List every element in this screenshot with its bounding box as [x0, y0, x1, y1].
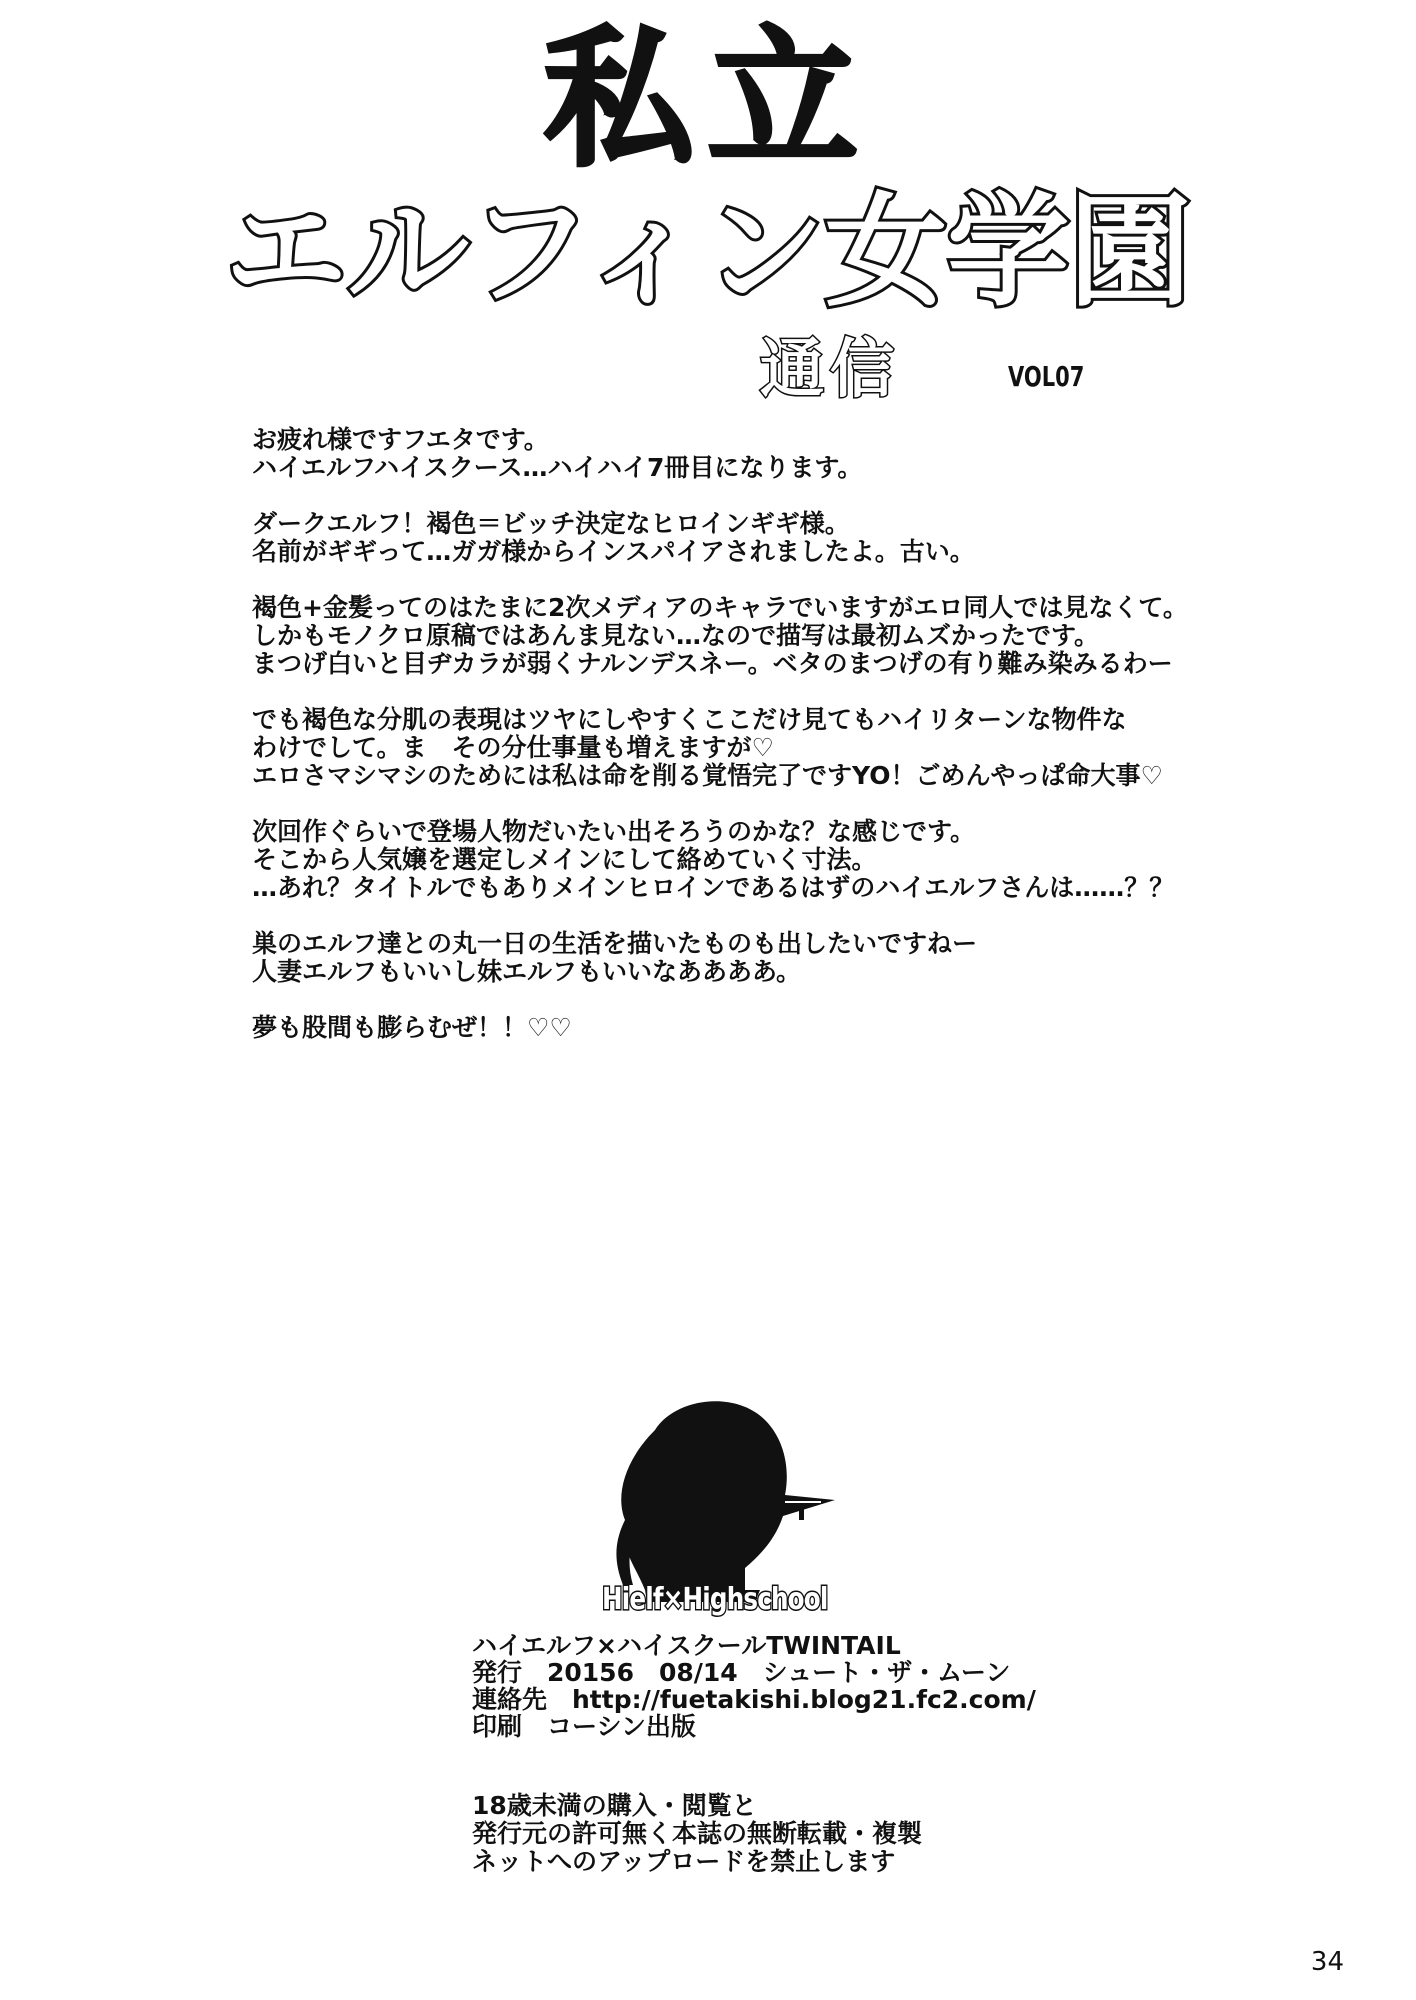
text-line: まつげ白いと目ヂカラが弱くナルンデスネー。ベタのまつげの有り難み染みるわー — [252, 649, 1173, 678]
colophon — [472, 1632, 1372, 1740]
text-line: ハイエルフハイスクース…ハイハイ7冊目になります。 — [252, 453, 863, 482]
text-line: そこから人気嬢を選定しメインにして絡めていく寸法。 — [252, 845, 877, 874]
text-line: お疲れ様ですフエタです。 — [252, 425, 549, 454]
title-elfin-girls-academy: エルフィン女学園 — [224, 181, 1192, 323]
text-line: 巣のエルフ達との丸一日の生活を描いたものも出したいですねー — [252, 929, 978, 958]
title-newsletter: 通信 — [760, 333, 900, 407]
title-private: 私立 — [543, 13, 872, 187]
paragraph — [252, 426, 1272, 482]
colophon-printer: 印刷 コーシン出版 — [472, 1712, 696, 1741]
title-volume: VOL07 — [1008, 360, 1085, 393]
paragraph — [252, 818, 1272, 902]
logo-label: Hielf×Highschool — [602, 1582, 828, 1617]
text-line: ダークエルフ！褐色＝ビッチ決定なヒロインギギ様。 — [252, 509, 850, 538]
text-line: 次回作ぐらいで登場人物だいたい出そろうのかな？な感じです。 — [252, 817, 976, 846]
paragraph — [252, 1014, 1272, 1042]
colophon-title: ハイエルフ×ハイスクールTWINTAIL — [472, 1631, 901, 1660]
text-line: 褐色+金髪ってのはたまに2次メディアのキャラでいますがエロ同人では見なくて。 — [252, 593, 1188, 622]
paragraph — [252, 510, 1272, 566]
colophon-publication: 発行 20156 08/14 シュート・ザ・ムーン — [472, 1658, 1011, 1687]
text-line: しかもモノクロ原稿ではあんま見ない…なので描写は最初ムズかったです。 — [252, 621, 1100, 650]
text-line: 人妻エルフもいいし妹エルフもいいなああああ。 — [252, 957, 802, 986]
text-line: でも褐色な分肌の表現はツヤにしやすくここだけ見てもハイリターンな物件な — [252, 705, 1127, 734]
notice-line: 発行元の許可無く本誌の無断転載・複製 — [472, 1819, 923, 1848]
text-line: 夢も股間も膨らむぜ！！♡♡ — [252, 1013, 572, 1042]
text-line: わけでして。ま その分仕事量も増えますが♡ — [252, 733, 774, 762]
colophon-contact: 連絡先 http://fuetakishi.blog21.fc2.com/ — [472, 1685, 1036, 1714]
text-line: …あれ？タイトルでもありメインヒロインであるはずのハイエルフさんは……？？ — [252, 873, 1175, 902]
paragraph — [252, 930, 1272, 986]
text-line: エロさマシマシのためには私は命を削る覚悟完了ですYO！ごめんやっぱ命大事♡ — [252, 761, 1163, 790]
text-line: 名前がギギって…ガガ様からインスパイアされましたよ。古い。 — [252, 537, 975, 566]
paragraph — [252, 706, 1272, 790]
page-number: 34 — [1310, 1947, 1344, 1977]
notice-line: 18歳未満の購入・閲覧と — [472, 1791, 757, 1820]
mark — [799, 1508, 804, 1520]
paragraph — [252, 594, 1272, 678]
legal-notice — [472, 1792, 1372, 1876]
hair-silhouette — [621, 1401, 835, 1590]
notice-line: ネットへのアップロードを禁止します — [472, 1847, 896, 1876]
afterword-text — [252, 426, 1272, 1070]
